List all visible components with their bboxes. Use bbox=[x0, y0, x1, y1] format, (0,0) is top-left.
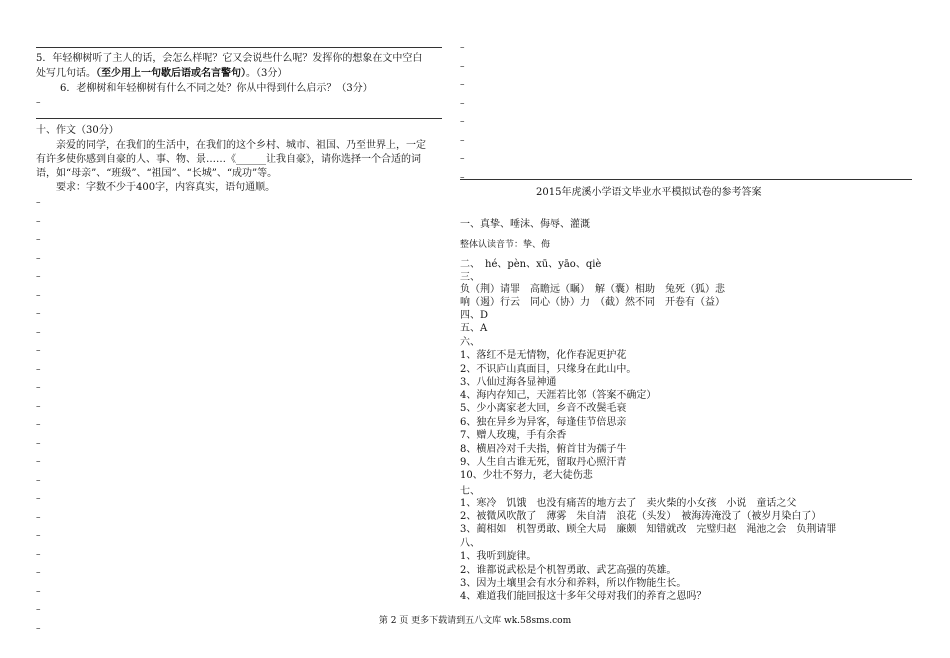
answer-line: 4、海内存知己，天涯若比邻（答案不确定） bbox=[460, 390, 657, 401]
question-5-suffix: 。（3分） bbox=[246, 68, 288, 79]
answer-line: 7、赠人玫瑰，手有余香 bbox=[460, 430, 567, 441]
answer-line: 1、落红不是无情物，化作春泥更护花 bbox=[460, 350, 627, 361]
writing-line: – bbox=[36, 494, 41, 504]
writing-line: – bbox=[36, 272, 41, 282]
answer-line: 8、横眉冷对千夫指，俯首甘为孺子牛 bbox=[460, 444, 627, 455]
answer-line: 10、少壮不努力，老大徒伤悲 bbox=[460, 470, 593, 481]
answer-line-marker: – bbox=[460, 154, 465, 164]
answer-line-marker: – bbox=[460, 61, 465, 72]
answer-line: 2、谁都说武松是个机智勇敢、武艺高强的英雄。 bbox=[460, 565, 677, 576]
answer-line: 2、被微风吹散了 薄雾 朱自清 浪花（头发） 被海涛淹没了（被岁月染白了） bbox=[460, 511, 822, 522]
top-divider bbox=[36, 47, 442, 48]
answer-line: 响（遏）行云 同心（协）力 （截）然不同 开卷有（益） bbox=[460, 297, 725, 308]
answer-line: 六、 bbox=[460, 337, 480, 348]
answer-line: 2、不识庐山真面目，只缘身在此山中。 bbox=[460, 364, 637, 375]
answer-line: 3、因为土壤里会有水分和养料，所以作物能生长。 bbox=[460, 578, 687, 589]
answer-line: 四、D bbox=[460, 310, 489, 321]
answer-line: 负（荆）请罪 高瞻远（瞩） 解（囊）相助 兔死（狐）悲 bbox=[460, 284, 725, 295]
essay-divider bbox=[36, 118, 442, 119]
writing-line: – bbox=[36, 623, 41, 634]
answer-line: 三、 bbox=[460, 272, 480, 283]
writing-line: – bbox=[36, 457, 41, 467]
answer-key-divider bbox=[460, 179, 912, 180]
essay-requirements: 要求：字数不少于400字，内容真实，语句通顺。 bbox=[56, 182, 276, 193]
writing-line: – bbox=[36, 216, 41, 227]
essay-prompt-line-3: 语，如“母亲”、“班级”、“祖国”、“长城”、“成功”等。 bbox=[36, 168, 278, 179]
essay-prompt-line-1: 亲爱的同学，在我们的生活中，在我们的这个乡村、城市、祖国、乃至世界上，一定 bbox=[56, 140, 426, 151]
writing-line: – bbox=[36, 364, 41, 375]
answer-line: 一、真挚、唾沫、侮辱、灌溉 bbox=[460, 219, 590, 230]
writing-line: – bbox=[36, 549, 41, 560]
writing-line: – bbox=[36, 531, 41, 541]
answer-line-marker: – bbox=[460, 98, 465, 109]
question-5-prefix: 处写几句话。 bbox=[36, 68, 96, 79]
question-5-line-2 bbox=[36, 67, 287, 80]
page-footer: 第 2 页 更多下载请到五八文库 wk.58sms.com bbox=[378, 616, 572, 626]
answer-line: 6、独在异乡为异客，每逢佳节倍思亲 bbox=[460, 417, 627, 428]
essay-prompt-line-2: 有许多使你感到自豪的人、事、物、景……《______让我自豪》，请你选择一个合适的词 bbox=[36, 154, 421, 165]
writing-line: – bbox=[36, 420, 41, 430]
writing-line: – bbox=[36, 198, 41, 208]
writing-line: – bbox=[36, 512, 41, 523]
answer-key-title: 2015年虎溪小学语文毕业水平模拟试卷的参考答案 bbox=[536, 187, 762, 198]
writing-line: – bbox=[36, 346, 41, 356]
essay-heading: 十、作文（30分） bbox=[36, 125, 119, 136]
writing-line: – bbox=[36, 327, 41, 338]
writing-line: – bbox=[36, 605, 41, 615]
answer-line: 八、 bbox=[460, 538, 480, 549]
answer-line: 1、寒冷 饥饿 也没有痛苦的地方去了 卖火柴的小女孩 小说 童话之父 bbox=[460, 498, 797, 509]
writing-line: – bbox=[36, 475, 41, 486]
answer-line: 1、我听到旋律。 bbox=[460, 551, 537, 562]
writing-line: – bbox=[36, 309, 41, 319]
answer-line: 二、 hé、pèn、xū、yāo、qiè bbox=[460, 259, 602, 270]
writing-line: – bbox=[36, 401, 41, 412]
answer-line-marker: – bbox=[460, 135, 465, 146]
writing-line: – bbox=[36, 383, 41, 393]
writing-line: – bbox=[36, 290, 41, 301]
answer-line-marker: – bbox=[460, 80, 465, 90]
writing-line: – bbox=[36, 438, 41, 449]
answer-line: 整体认读音节：挚、侮 bbox=[460, 240, 551, 250]
question-5-line-1: 5．年轻柳树听了主人的话，会怎么样呢？它又会说些什么呢？发挥你的想象在文中空白 bbox=[36, 53, 423, 64]
answer-line-marker: – bbox=[460, 172, 465, 183]
writing-line: – bbox=[36, 568, 41, 578]
answer-line: 4、难道我们能回报这十多年父母对我们的养育之恩吗？ bbox=[460, 591, 707, 602]
writing-line: – bbox=[36, 586, 41, 597]
answer-line: 3、蔺相如 机智勇敢、顾全大局 廉颇 知错就改 完璧归赵 渑池之会 负荆请罪 bbox=[460, 524, 837, 535]
answer-line: 5、少小离家老大回，乡音不改鬓毛衰 bbox=[460, 403, 627, 414]
answer-line-marker: – bbox=[36, 98, 41, 108]
answer-line: 七、 bbox=[460, 486, 480, 497]
writing-line: – bbox=[36, 253, 41, 264]
answer-line-marker: – bbox=[460, 117, 465, 127]
answer-line-marker: – bbox=[460, 43, 465, 53]
answer-line: 3、八仙过海各显神通 bbox=[460, 377, 557, 388]
answer-line: 五、A bbox=[460, 323, 488, 334]
question-5-bold-hint: （至少用上一句歇后语或名言警句） bbox=[96, 68, 246, 79]
answer-line: 9、人生自古谁无死，留取丹心照汗青 bbox=[460, 457, 627, 468]
question-6: 6．老柳树和年轻柳树有什么不同之处？你从中得到什么启示？（3分） bbox=[60, 83, 373, 94]
writing-line: – bbox=[36, 235, 41, 245]
